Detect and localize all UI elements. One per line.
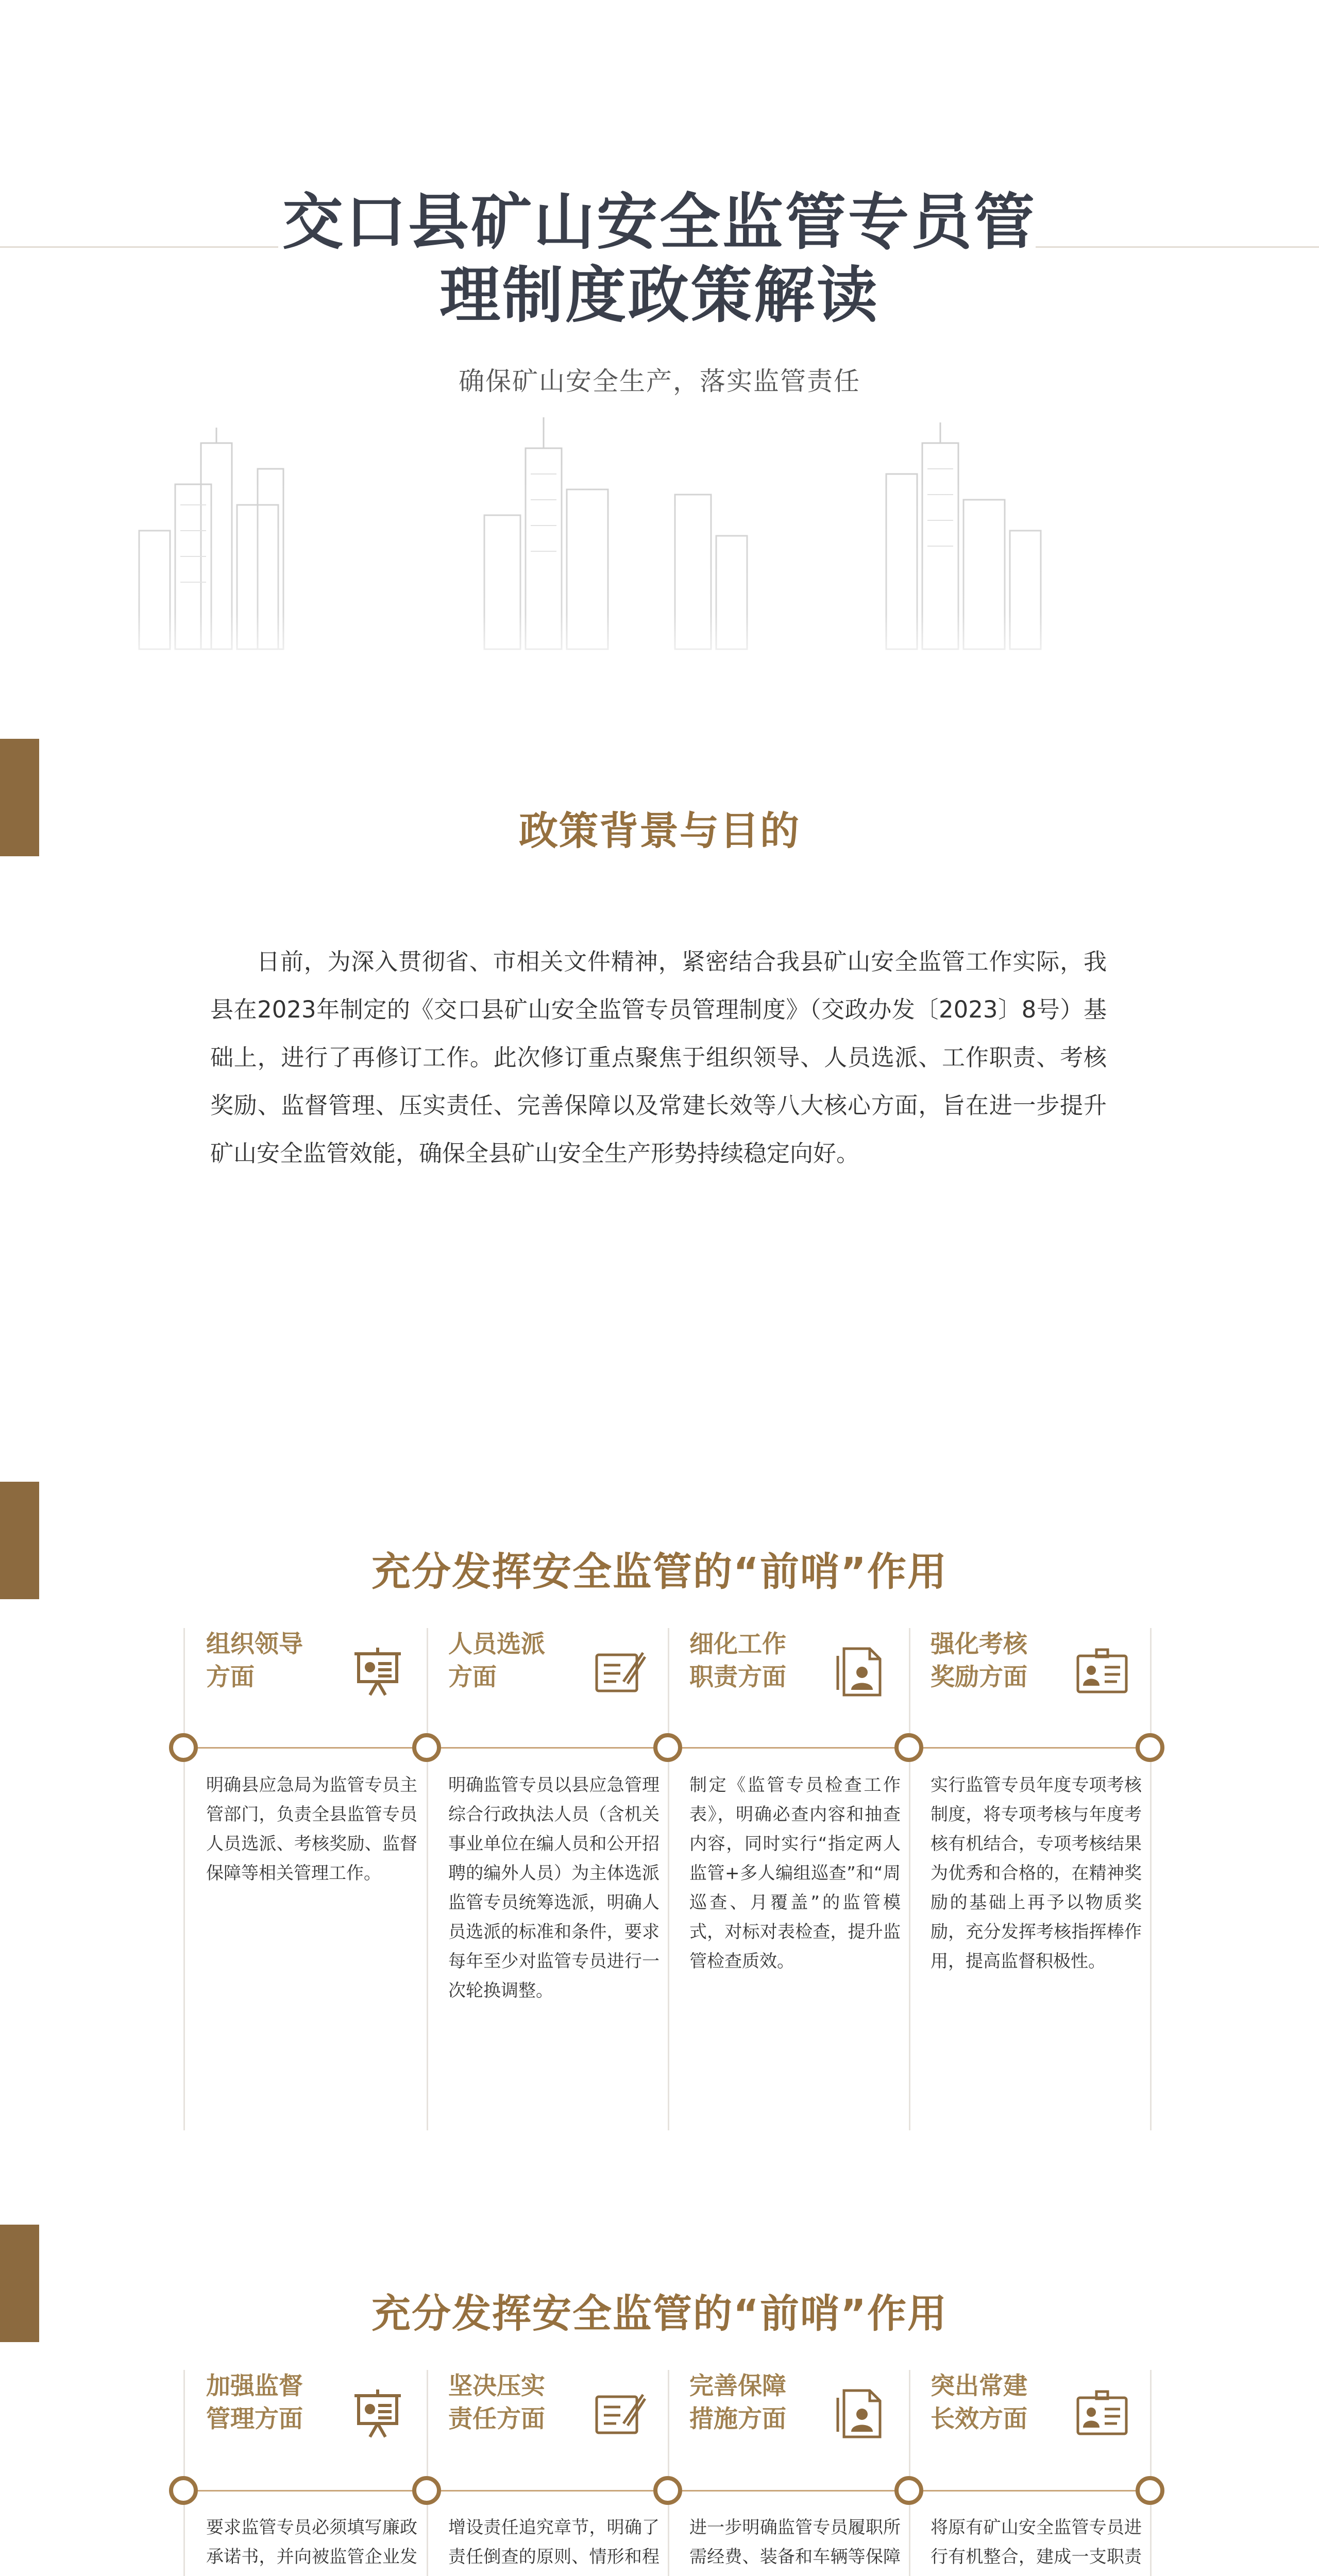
id-card-icon <box>1074 1643 1130 1700</box>
grid-divider <box>427 1628 428 2130</box>
grid-divider <box>909 1628 910 2130</box>
timeline-node <box>169 1733 198 1762</box>
user-document-icon <box>833 1643 889 1700</box>
card-body: 增设责任追究章节，明确了责任倒查的原则、情形和程 <box>448 2517 660 2567</box>
id-card-icon <box>1074 2385 1130 2442</box>
card-body: 要求监管专员必须填写廉政承诺书，并向被监管企业发 <box>206 2517 417 2567</box>
grid-divider <box>668 1628 669 2130</box>
grid-divider <box>183 2370 185 2576</box>
card-title: 人员选派 方面 <box>448 1630 545 1691</box>
card-body: 明确监管专员以县应急管理综合行政执法人员（含机关事业单位在编人员和公开招聘的编外人员）为主体选派监管专员统筹选派，明确人员选派的标准和条件，要求每年至少对监管专员进行一次轮换调整。 <box>448 1775 660 2001</box>
page-title-line1: 交口县矿山安全监管专员管 <box>282 187 1037 258</box>
timeline-line <box>923 2490 1136 2492</box>
writing-pen-icon <box>591 2385 648 2442</box>
timeline-line <box>198 2490 412 2492</box>
timeline-line <box>198 1747 412 1749</box>
presentation-board-icon <box>349 1643 406 1700</box>
grid-divider <box>427 2370 428 2576</box>
page-title <box>0 185 1319 332</box>
card-body: 实行监管专员年度专项考核制度，将专项考核与年度考核有机结合，专项考核结果为优秀和合格的，在精神奖励的基础上再予以物质奖励，充分发挥考核指挥棒作用，提高监督积极性。 <box>931 1775 1142 1972</box>
card-body: 将原有矿山安全监管专员进行有机整合，建成一支职责 <box>931 2517 1142 2567</box>
card-title: 加强监督 管理方面 <box>206 2372 303 2433</box>
card-body: 进一步明确监管专员履职所需经费、装备和车辆等保障 <box>689 2517 901 2567</box>
timeline-line <box>441 2490 653 2492</box>
card-title: 完善保障 措施方面 <box>689 2372 786 2433</box>
grid-divider <box>1150 1628 1152 2130</box>
section-title-sentinel-2: 充分发挥安全监管的“前哨”作用 <box>371 2291 948 2336</box>
presentation-board-icon <box>349 2385 406 2442</box>
grid-divider <box>183 1628 185 2130</box>
timeline-node <box>653 2476 682 2505</box>
city-skyline-illustration <box>82 412 1237 680</box>
grid-divider <box>909 2370 910 2576</box>
card-title: 强化考核 奖励方面 <box>931 1630 1027 1691</box>
page-title-line2: 理制度政策解读 <box>439 260 880 331</box>
timeline-line <box>682 1747 894 1749</box>
timeline-line <box>682 2490 894 2492</box>
timeline-node <box>894 2476 923 2505</box>
section-title-background: 政策背景与目的 <box>519 808 800 854</box>
grid-divider <box>1150 2370 1152 2576</box>
timeline-node <box>169 2476 198 2505</box>
timeline-line <box>923 1747 1136 1749</box>
timeline-node <box>653 1733 682 1762</box>
user-document-icon <box>833 2385 889 2442</box>
grid-divider <box>668 2370 669 2576</box>
timeline-node <box>412 2476 441 2505</box>
intro-paragraph: 日前，为深入贯彻省、市相关文件精神，紧密结合我县矿山安全监管工作实际，我县在2023年制定的《交口县矿山安全监管专员管理制度》（交政办发〔2023〕8号）基础上，进行了再修订工作。此次修订重点聚焦于组织领导、人员选派、工作职责、考核奖励、监督管理、压实责任、完善保障以及常建长效等八大核心方面，旨在进一步提升矿山安全监管效能，确保全县矿山安全生产形势持续稳定向好。 <box>210 948 1107 1167</box>
card-title: 坚决压实 责任方面 <box>448 2372 545 2433</box>
writing-pen-icon <box>591 1643 648 1700</box>
card-body: 制定《监管专员检查工作表》，明确必查内容和抽查内容，同时实行“指定两人监管+多人编组巡查”和“周巡查、月覆盖”的监管模式，对标对表检查，提升监管检查质效。 <box>689 1775 901 1972</box>
page-subtitle: 确保矿山安全生产，落实监管责任 <box>459 366 860 396</box>
card-title: 组织领导 方面 <box>206 1630 303 1691</box>
timeline-node <box>1136 2476 1164 2505</box>
timeline-node <box>412 1733 441 1762</box>
card-title: 突出常建 长效方面 <box>931 2372 1027 2433</box>
timeline-node <box>1136 1733 1164 1762</box>
card-title: 细化工作 职责方面 <box>689 1630 786 1691</box>
card-body: 明确县应急局为监管专员主管部门，负责全县监管专员人员选派、考核奖励、监督保障等相关管理工作。 <box>206 1775 417 1884</box>
section-title-sentinel: 充分发挥安全监管的“前哨”作用 <box>371 1549 948 1595</box>
timeline-node <box>894 1733 923 1762</box>
timeline-line <box>441 1747 653 1749</box>
